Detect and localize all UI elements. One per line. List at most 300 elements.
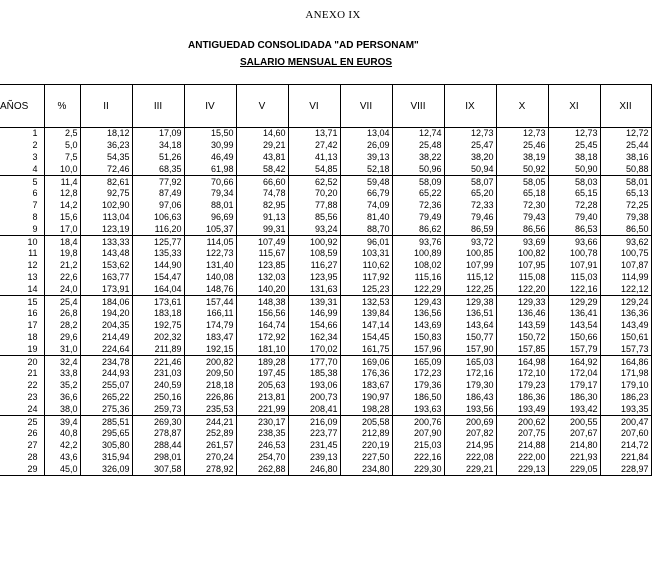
header-level-x: X — [496, 85, 548, 128]
cell-level-vii: 96,01 — [340, 236, 392, 248]
cell-level-xii: 207,60 — [600, 428, 651, 440]
table-row — [0, 272, 651, 284]
table-row — [0, 188, 651, 200]
cell-level-xi: 12,73 — [548, 128, 600, 140]
cell-level-iii: 87,49 — [132, 188, 184, 200]
cell-level-xi: 143,54 — [548, 320, 600, 332]
cell-level-vii: 198,28 — [340, 403, 392, 415]
cell-anos: 28 — [27, 451, 38, 462]
cell-level-vi: 200,73 — [288, 392, 340, 404]
cell-level-v: 181,10 — [236, 343, 288, 355]
cell-level-iii: 288,44 — [132, 440, 184, 452]
cell-level-iv: 218,18 — [184, 380, 236, 392]
cell-anos: 29 — [0, 463, 44, 475]
cell-level-vi: 231,45 — [288, 440, 340, 452]
cell-level-ix: 193,56 — [444, 403, 496, 415]
cell-level-iv: 131,40 — [184, 260, 236, 272]
cell-level-iv: 209,50 — [184, 368, 236, 380]
cell-percent: 7,5 — [44, 152, 80, 164]
table-row — [0, 332, 651, 344]
cell-level-ix: 186,43 — [444, 392, 496, 404]
cell-level-vi: 193,06 — [288, 380, 340, 392]
header-level-xii: XII — [600, 85, 651, 128]
cell-level-ii: 224,64 — [80, 343, 132, 355]
cell-anos: 16 — [27, 308, 38, 319]
cell-level-xii: 72,25 — [600, 200, 651, 212]
header-level-xi: XI — [548, 85, 600, 128]
cell-level-ix: 65,20 — [444, 188, 496, 200]
cell-level-iii: 259,73 — [132, 403, 184, 415]
cell-level-iv: 278,92 — [184, 463, 236, 475]
cell-level-ii: 244,93 — [80, 368, 132, 380]
cell-anos: 3 — [32, 151, 38, 162]
table-row — [0, 260, 651, 272]
cell-level-xi: 115,03 — [548, 272, 600, 284]
cell-percent: 28,2 — [44, 320, 80, 332]
cell-level-ix: 165,03 — [444, 356, 496, 368]
cell-level-xi: 72,28 — [548, 200, 600, 212]
cell-level-viii: 58,09 — [392, 176, 444, 188]
cell-level-xii: 150,61 — [600, 332, 651, 344]
cell-level-v: 115,67 — [236, 248, 288, 260]
cell-level-x: 100,82 — [496, 248, 548, 260]
cell-level-viii: 93,76 — [392, 236, 444, 248]
cell-level-ii: 173,91 — [80, 283, 132, 295]
cell-level-ii: 326,09 — [80, 463, 132, 475]
cell-percent: 5,0 — [44, 140, 80, 152]
cell-anos: 12 — [27, 260, 38, 271]
table-row — [0, 176, 651, 188]
cell-level-iv: 174,79 — [184, 320, 236, 332]
cell-percent: 33,8 — [44, 368, 80, 380]
cell-anos: 1 — [32, 128, 38, 139]
cell-level-viii: 25,48 — [392, 140, 444, 152]
cell-anos: 21 — [27, 368, 38, 379]
cell-level-iii: 135,33 — [132, 248, 184, 260]
cell-level-viii: 136,56 — [392, 308, 444, 320]
table-row — [0, 463, 651, 475]
cell-level-ix: 143,64 — [444, 320, 496, 332]
cell-anos: 4 — [0, 163, 44, 175]
cell-level-v: 221,99 — [236, 403, 288, 415]
cell-level-vii: 220,19 — [340, 440, 392, 452]
cell-level-x: 143,59 — [496, 320, 548, 332]
cell-level-viii: 65,22 — [392, 188, 444, 200]
cell-level-iv: 261,57 — [184, 440, 236, 452]
cell-level-vii: 161,75 — [340, 343, 392, 355]
cell-level-viii: 222,16 — [392, 452, 444, 464]
cell-percent: 26,8 — [44, 308, 80, 320]
cell-level-ix: 50,94 — [444, 163, 496, 175]
cell-level-xii: 25,44 — [600, 140, 651, 152]
cell-anos: 9 — [0, 223, 44, 235]
cell-level-x: 150,72 — [496, 332, 548, 344]
cell-level-viii: 129,43 — [392, 296, 444, 308]
cell-percent: 35,2 — [44, 380, 80, 392]
cell-level-ix: 222,08 — [444, 452, 496, 464]
cell-level-viii: 172,23 — [392, 368, 444, 380]
cell-level-xii: 171,98 — [600, 368, 651, 380]
cell-level-ix: 86,59 — [444, 223, 496, 235]
header-level-iii: III — [132, 85, 184, 128]
cell-level-v: 140,20 — [236, 283, 288, 295]
cell-level-vii: 125,23 — [340, 283, 392, 295]
table-row — [0, 416, 651, 428]
cell-level-ii: 295,65 — [80, 428, 132, 440]
table-row — [0, 200, 651, 212]
cell-level-vi: 116,27 — [288, 260, 340, 272]
cell-anos: 18 — [27, 331, 38, 342]
cell-level-iv: 96,69 — [184, 212, 236, 224]
cell-level-viii: 186,50 — [392, 392, 444, 404]
cell-level-ii: 285,51 — [80, 416, 132, 428]
cell-level-vii: 110,62 — [340, 260, 392, 272]
cell-level-viii: 229,30 — [392, 463, 444, 475]
cell-level-viii: 122,29 — [392, 283, 444, 295]
cell-level-x: 25,46 — [496, 140, 548, 152]
cell-level-x: 122,20 — [496, 283, 548, 295]
cell-level-v: 74,78 — [236, 188, 288, 200]
cell-level-xii: 214,72 — [600, 440, 651, 452]
cell-level-viii: 143,69 — [392, 320, 444, 332]
cell-level-viii: 100,89 — [392, 248, 444, 260]
cell-level-iv: 244,21 — [184, 416, 236, 428]
cell-anos: 5 — [32, 176, 38, 187]
cell-percent: 19,8 — [44, 248, 80, 260]
cell-level-x: 38,19 — [496, 152, 548, 164]
header-level-v: V — [236, 85, 288, 128]
table-row — [0, 392, 651, 404]
cell-level-xi: 107,91 — [548, 260, 600, 272]
cell-level-iv: 148,76 — [184, 283, 236, 295]
cell-level-ix: 122,25 — [444, 283, 496, 295]
cell-level-iv: 70,66 — [184, 176, 236, 188]
cell-level-vii: 59,48 — [340, 176, 392, 188]
cell-level-xii: 38,16 — [600, 152, 651, 164]
cell-percent: 12,8 — [44, 188, 80, 200]
cell-level-vi: 41,13 — [288, 152, 340, 164]
cell-level-ii: 36,23 — [80, 140, 132, 152]
cell-level-iii: 221,46 — [132, 356, 184, 368]
cell-percent: 39,4 — [44, 416, 80, 428]
cell-level-xi: 79,40 — [548, 212, 600, 224]
cell-level-ix: 93,72 — [444, 236, 496, 248]
cell-level-viii: 115,16 — [392, 272, 444, 284]
cell-level-xi: 221,93 — [548, 452, 600, 464]
cell-level-xi: 38,18 — [548, 152, 600, 164]
table-row — [0, 428, 651, 440]
cell-level-viii: 12,74 — [392, 128, 444, 140]
cell-anos: 17 — [27, 320, 38, 331]
header-level-ix: IX — [444, 85, 496, 128]
cell-level-v: 66,60 — [236, 176, 288, 188]
cell-level-xii: 100,75 — [600, 248, 651, 260]
cell-anos: 22 — [27, 380, 38, 391]
cell-level-vi: 185,38 — [288, 368, 340, 380]
cell-level-xii: 179,10 — [600, 380, 651, 392]
cell-percent: 25,4 — [44, 296, 80, 308]
cell-level-vi: 54,85 — [288, 163, 340, 175]
table-row — [0, 356, 651, 368]
cell-level-xi: 150,66 — [548, 332, 600, 344]
cell-level-xii: 107,87 — [600, 260, 651, 272]
cell-level-ii: 113,04 — [80, 212, 132, 224]
cell-level-ix: 172,16 — [444, 368, 496, 380]
cell-percent: 29,6 — [44, 332, 80, 344]
cell-percent: 11,4 — [44, 176, 80, 188]
cell-level-ix: 179,30 — [444, 380, 496, 392]
cell-level-ii: 143,48 — [80, 248, 132, 260]
cell-level-ii: 54,35 — [80, 152, 132, 164]
table-row — [0, 163, 651, 175]
cell-level-vii: 74,09 — [340, 200, 392, 212]
cell-level-viii: 79,49 — [392, 212, 444, 224]
cell-level-iv: 88,01 — [184, 200, 236, 212]
cell-level-vii: 88,70 — [340, 223, 392, 235]
cell-level-viii: 157,96 — [392, 343, 444, 355]
cell-percent: 42,2 — [44, 440, 80, 452]
cell-level-x: 222,00 — [496, 452, 548, 464]
cell-percent: 45,0 — [44, 463, 80, 475]
cell-level-xi: 122,16 — [548, 283, 600, 295]
table-row — [0, 212, 651, 224]
annex-label: ANEXO IX — [305, 9, 361, 21]
cell-level-ix: 25,47 — [444, 140, 496, 152]
cell-level-viii: 193,63 — [392, 403, 444, 415]
document-subtitle: SALARIO MENSUAL EN EUROS — [240, 57, 393, 68]
cell-level-v: 189,28 — [236, 356, 288, 368]
cell-anos: 26 — [27, 428, 38, 439]
cell-level-iv: 79,34 — [184, 188, 236, 200]
header-level-vi: VI — [288, 85, 340, 128]
cell-level-x: 172,10 — [496, 368, 548, 380]
cell-level-ii: 123,19 — [80, 223, 132, 235]
cell-level-v: 82,95 — [236, 200, 288, 212]
cell-level-x: 129,33 — [496, 296, 548, 308]
cell-level-v: 148,38 — [236, 296, 288, 308]
cell-level-iii: 307,58 — [132, 463, 184, 475]
cell-percent: 43,6 — [44, 452, 80, 464]
header-level-viii: VIII — [392, 85, 444, 128]
cell-level-xi: 214,80 — [548, 440, 600, 452]
cell-level-ix: 58,07 — [444, 176, 496, 188]
cell-level-ix: 100,85 — [444, 248, 496, 260]
table-row — [0, 236, 651, 248]
cell-level-v: 132,03 — [236, 272, 288, 284]
cell-level-xii: 79,38 — [600, 212, 651, 224]
cell-level-xi: 65,15 — [548, 188, 600, 200]
cell-level-iv: 252,89 — [184, 428, 236, 440]
cell-level-iv: 200,82 — [184, 356, 236, 368]
cell-level-x: 72,30 — [496, 200, 548, 212]
cell-level-ii: 214,49 — [80, 332, 132, 344]
table-row — [0, 440, 651, 452]
cell-level-x: 115,08 — [496, 272, 548, 284]
cell-level-ix: 115,12 — [444, 272, 496, 284]
header-percent: % — [44, 85, 80, 128]
cell-level-ix: 12,73 — [444, 128, 496, 140]
cell-level-ix: 107,99 — [444, 260, 496, 272]
cell-level-iv: 183,47 — [184, 332, 236, 344]
cell-level-iii: 269,30 — [132, 416, 184, 428]
cell-level-vii: 26,09 — [340, 140, 392, 152]
cell-level-vi: 154,66 — [288, 320, 340, 332]
cell-level-viii: 200,76 — [392, 416, 444, 428]
cell-level-xii: 122,12 — [600, 283, 651, 295]
cell-level-vi: 216,09 — [288, 416, 340, 428]
cell-level-v: 91,13 — [236, 212, 288, 224]
table-row — [0, 128, 651, 140]
cell-anos: 10 — [27, 236, 38, 247]
cell-percent: 31,0 — [44, 343, 80, 355]
cell-level-xi: 200,55 — [548, 416, 600, 428]
cell-level-x: 93,69 — [496, 236, 548, 248]
cell-level-ix: 200,69 — [444, 416, 496, 428]
cell-level-xii: 228,97 — [600, 463, 651, 475]
cell-level-iii: 125,77 — [132, 236, 184, 248]
cell-level-v: 262,88 — [236, 463, 288, 475]
cell-level-iv: 114,05 — [184, 236, 236, 248]
cell-level-xii: 200,47 — [600, 416, 651, 428]
cell-level-ix: 38,20 — [444, 152, 496, 164]
cell-level-ii: 153,62 — [80, 260, 132, 272]
cell-percent: 10,0 — [44, 163, 80, 175]
cell-level-v: 58,42 — [236, 163, 288, 175]
cell-level-iii: 106,63 — [132, 212, 184, 224]
cell-level-v: 29,21 — [236, 140, 288, 152]
cell-level-vii: 52,18 — [340, 163, 392, 175]
cell-level-iii: 298,01 — [132, 452, 184, 464]
cell-level-iii: 116,20 — [132, 223, 184, 235]
cell-level-ii: 275,36 — [80, 403, 132, 415]
cell-level-x: 65,18 — [496, 188, 548, 200]
cell-level-xii: 193,35 — [600, 403, 651, 415]
cell-anos: 25 — [27, 416, 38, 427]
cell-level-ii: 163,77 — [80, 272, 132, 284]
cell-level-xii: 136,36 — [600, 308, 651, 320]
cell-level-xi: 50,90 — [548, 163, 600, 175]
cell-level-xii: 186,23 — [600, 392, 651, 404]
cell-level-v: 107,49 — [236, 236, 288, 248]
cell-level-xii: 65,13 — [600, 188, 651, 200]
cell-level-vii: 132,53 — [340, 296, 392, 308]
cell-anos: 13 — [27, 271, 38, 282]
cell-level-vi: 170,02 — [288, 343, 340, 355]
table-row — [0, 343, 651, 355]
cell-level-vi: 70,20 — [288, 188, 340, 200]
cell-level-vi: 85,56 — [288, 212, 340, 224]
cell-percent: 32,4 — [44, 356, 80, 368]
cell-percent: 40,8 — [44, 428, 80, 440]
cell-percent: 2,5 — [44, 128, 80, 140]
cell-anos: 19 — [0, 343, 44, 355]
cell-level-iv: 15,50 — [184, 128, 236, 140]
cell-level-iii: 51,26 — [132, 152, 184, 164]
cell-level-vii: 227,50 — [340, 452, 392, 464]
cell-level-xi: 186,30 — [548, 392, 600, 404]
cell-anos: 23 — [27, 391, 38, 402]
table-row — [0, 283, 651, 295]
cell-level-iii: 77,92 — [132, 176, 184, 188]
cell-level-iii: 34,18 — [132, 140, 184, 152]
cell-level-ii: 234,78 — [80, 356, 132, 368]
cell-level-vii: 176,36 — [340, 368, 392, 380]
cell-level-viii: 108,02 — [392, 260, 444, 272]
cell-level-ix: 129,38 — [444, 296, 496, 308]
cell-level-viii: 150,83 — [392, 332, 444, 344]
cell-level-xi: 229,05 — [548, 463, 600, 475]
cell-level-iv: 166,11 — [184, 308, 236, 320]
cell-level-viii: 215,03 — [392, 440, 444, 452]
table-row — [0, 248, 651, 260]
cell-level-xii: 221,84 — [600, 452, 651, 464]
cell-anos: 15 — [27, 296, 38, 307]
cell-level-v: 164,74 — [236, 320, 288, 332]
cell-level-vii: 147,14 — [340, 320, 392, 332]
cell-level-iii: 154,47 — [132, 272, 184, 284]
cell-level-iii: 250,16 — [132, 392, 184, 404]
cell-percent: 14,2 — [44, 200, 80, 212]
cell-level-vi: 62,52 — [288, 176, 340, 188]
cell-level-vi: 108,59 — [288, 248, 340, 260]
cell-level-ii: 305,80 — [80, 440, 132, 452]
cell-level-vi: 77,88 — [288, 200, 340, 212]
cell-level-iii: 202,32 — [132, 332, 184, 344]
cell-level-iii: 192,75 — [132, 320, 184, 332]
cell-level-iii: 240,59 — [132, 380, 184, 392]
table-row — [0, 140, 651, 152]
cell-level-iv: 192,15 — [184, 343, 236, 355]
table-row — [0, 320, 651, 332]
cell-level-xi: 164,92 — [548, 356, 600, 368]
cell-level-xi: 179,17 — [548, 380, 600, 392]
cell-level-ii: 265,22 — [80, 392, 132, 404]
cell-level-vii: 169,06 — [340, 356, 392, 368]
cell-level-ii: 102,90 — [80, 200, 132, 212]
cell-level-x: 214,88 — [496, 440, 548, 452]
cell-level-ix: 157,90 — [444, 343, 496, 355]
cell-level-ii: 92,75 — [80, 188, 132, 200]
cell-level-x: 207,75 — [496, 428, 548, 440]
cell-level-x: 157,85 — [496, 343, 548, 355]
cell-level-ii: 204,35 — [80, 320, 132, 332]
cell-level-ii: 82,61 — [80, 176, 132, 188]
cell-level-ii: 72,46 — [80, 163, 132, 175]
cell-level-vii: 81,40 — [340, 212, 392, 224]
cell-level-vii: 183,67 — [340, 380, 392, 392]
cell-level-iv: 226,86 — [184, 392, 236, 404]
cell-level-ii: 133,33 — [80, 236, 132, 248]
cell-level-v: 230,17 — [236, 416, 288, 428]
cell-level-ii: 194,20 — [80, 308, 132, 320]
cell-percent: 15,6 — [44, 212, 80, 224]
cell-level-xi: 25,45 — [548, 140, 600, 152]
cell-percent: 36,6 — [44, 392, 80, 404]
cell-level-v: 213,81 — [236, 392, 288, 404]
cell-level-xii: 50,88 — [600, 163, 651, 175]
cell-level-vi: 162,34 — [288, 332, 340, 344]
cell-anos: 20 — [27, 356, 38, 367]
cell-level-xi: 193,42 — [548, 403, 600, 415]
cell-level-viii: 165,09 — [392, 356, 444, 368]
cell-percent: 17,0 — [44, 223, 80, 235]
cell-level-iv: 270,24 — [184, 452, 236, 464]
table-row — [0, 152, 651, 164]
cell-level-xii: 93,62 — [600, 236, 651, 248]
cell-level-x: 79,43 — [496, 212, 548, 224]
cell-level-iv: 140,08 — [184, 272, 236, 284]
document-title: ANTIGUEDAD CONSOLIDADA "AD PERSONAM" — [188, 40, 419, 51]
